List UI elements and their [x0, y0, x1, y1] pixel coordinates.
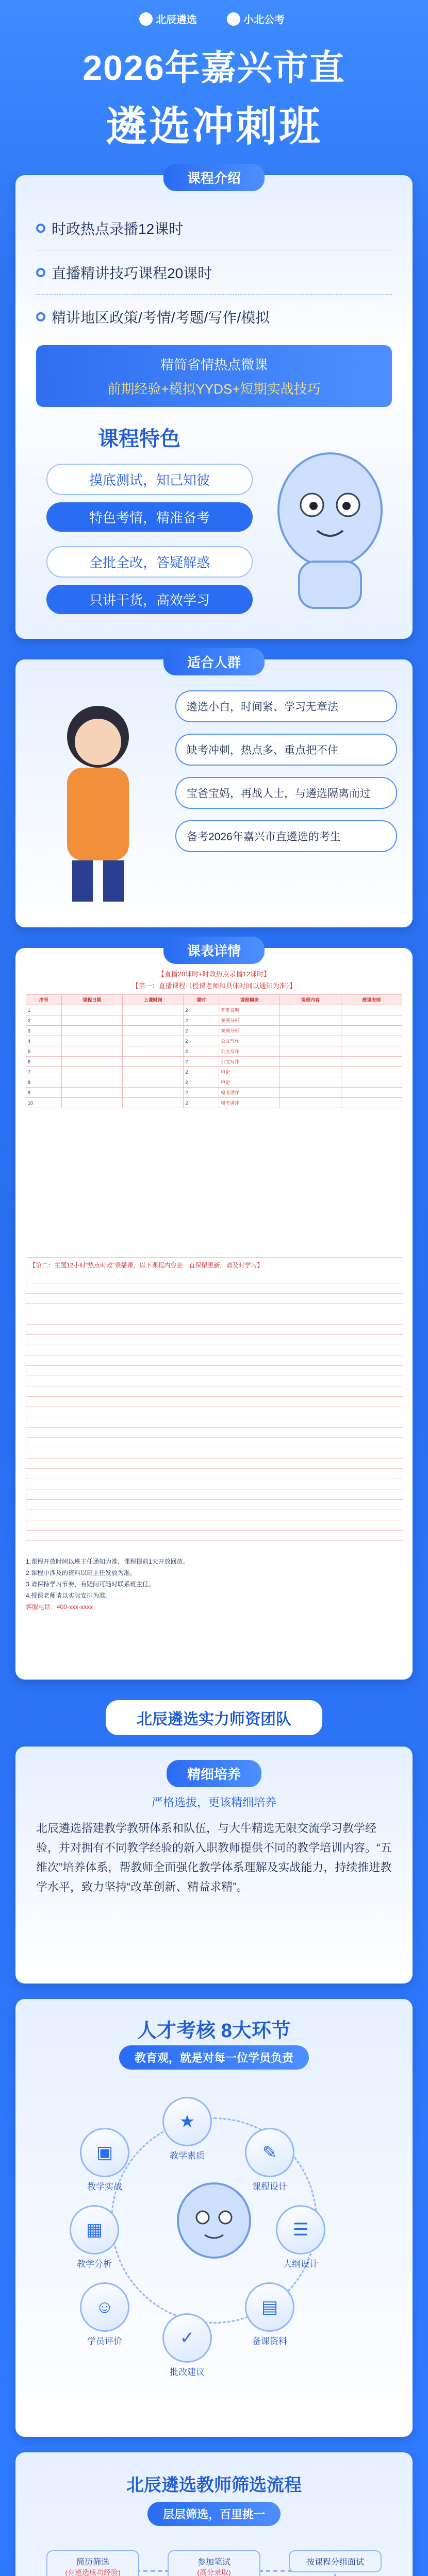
table-cell: 2 [184, 1067, 219, 1077]
table-cell [61, 1046, 122, 1057]
training-title-wrap [15, 1760, 413, 1787]
bullet-icon [36, 224, 45, 233]
table-cell [280, 1098, 341, 1108]
schedule-body [26, 1005, 402, 1108]
bullet-icon [36, 312, 45, 321]
features-heading: 课程特色 [98, 428, 180, 450]
table-cell: 2 [184, 1088, 219, 1098]
banner-line-1: 精简省情热点微课 [160, 357, 268, 372]
table-cell [123, 1077, 184, 1088]
table-cell [123, 1057, 184, 1067]
audience-item: 宝爸宝妈，再战人士，与遴选隔离而过 [175, 777, 397, 809]
training-card [15, 1747, 413, 1984]
flow-step-label: 按课程分组面试 [306, 2558, 364, 2567]
banner-line-2: 前期经验+模拟YYDS+短期实战技巧 [107, 381, 321, 397]
table-cell: 2 [26, 1015, 62, 1026]
audience-list [175, 690, 397, 852]
table-cell [61, 1098, 122, 1108]
table-cell: 模考讲评 [219, 1098, 280, 1108]
table-cell: 2 [184, 1098, 219, 1108]
table-cell: 2 [184, 1057, 219, 1067]
table-cell [123, 1005, 184, 1015]
flow-step [46, 2550, 139, 2576]
flow-sub-wrap [15, 2502, 413, 2526]
note-line: 1.课程开放时间以班主任通知为准，课程提前1天开放回放。 [26, 1558, 189, 1565]
table-cell [61, 1026, 122, 1036]
table-cell: 申论 [219, 1077, 280, 1088]
col-header: 上课时间 [123, 995, 184, 1005]
teachers-heading-wrap [0, 1700, 428, 1735]
feature-group-2 [46, 546, 253, 614]
training-title: 精细培养 [167, 1760, 261, 1787]
course-intro-item [36, 206, 392, 250]
table-cell: 1 [26, 1005, 62, 1015]
file-icon: ▤ [261, 2297, 278, 2317]
pen-icon: ✎ [262, 2143, 277, 2162]
chart-icon: ▦ [86, 2220, 103, 2240]
features-block [36, 422, 392, 629]
outline-icon: ☰ [292, 2220, 309, 2240]
ability-label: 备课资料 [252, 2336, 287, 2346]
schedule-subtitle [26, 969, 402, 990]
col-header: 课程模块 [219, 995, 280, 1005]
table-cell [123, 1026, 184, 1036]
col-header: 序号 [26, 995, 62, 1005]
table-cell [280, 1067, 341, 1077]
brand-logo-left [139, 11, 197, 26]
table-cell: 2 [184, 1046, 219, 1057]
table-cell [61, 1057, 122, 1067]
title-line-1: 2026年嘉兴市直 [83, 48, 345, 88]
table-row [26, 1088, 402, 1098]
table-cell [341, 1026, 402, 1036]
table-cell: 公文写作 [219, 1057, 280, 1067]
table-row [26, 1057, 402, 1067]
table-cell: 申论 [219, 1067, 280, 1077]
col-header: 授课老师 [341, 995, 402, 1005]
page-title [0, 40, 428, 152]
table-cell [123, 1046, 184, 1057]
table-cell: 3 [26, 1026, 62, 1036]
ability-label: 大纲设计 [283, 2259, 318, 2269]
table-cell [280, 1036, 341, 1046]
schedule-note-heading: 【第二：主题12小时“热点时政”录播课，以下课程内容会一直保留更新，请及时学习】 [29, 1262, 264, 1269]
table-cell [61, 1088, 122, 1098]
audience-item: 缺考冲刺，热点多、重点把不住 [175, 734, 397, 766]
audience-item: 遴选小白，时间紧、学习无章法 [175, 690, 397, 722]
board-icon: ▣ [96, 2143, 113, 2162]
feature-group-1 [46, 464, 253, 532]
abilities-card [15, 1999, 413, 2437]
table-cell [61, 1005, 122, 1015]
course-intro-card [15, 171, 413, 639]
table-cell: 公文写作 [219, 1036, 280, 1046]
table-cell [61, 1077, 122, 1088]
course-intro-item [36, 295, 392, 339]
schedule-table-wrap [26, 994, 402, 1108]
course-intro-item [36, 250, 392, 295]
table-cell: 开班说明 [219, 1005, 280, 1015]
table-cell: 2 [184, 1036, 219, 1046]
table-cell [280, 1088, 341, 1098]
table-cell [123, 1015, 184, 1026]
feature-2-bottom: 只讲干货，高效学习 [46, 585, 253, 614]
table-cell: 案例分析 [219, 1026, 280, 1036]
ability-node [162, 2313, 212, 2363]
table-cell: 7 [26, 1067, 62, 1077]
table-cell [280, 1046, 341, 1057]
col-header: 课程内容 [280, 995, 341, 1005]
flow-step-sub: (有遴选成功经验) [65, 2568, 121, 2576]
table-cell [341, 1098, 402, 1108]
teachers-heading: 北辰遴选实力师资团队 [106, 1700, 322, 1735]
bullet-icon [36, 268, 45, 277]
flow-step [289, 2550, 382, 2572]
ability-node [70, 2205, 119, 2255]
table-cell [341, 1005, 402, 1015]
table-cell [341, 1067, 402, 1077]
ability-node [245, 2128, 294, 2177]
brand-right-text: 小北公考 [243, 14, 285, 26]
table-cell: 2 [184, 1015, 219, 1026]
ability-label: 批改建议 [170, 2367, 205, 2377]
table-cell [123, 1088, 184, 1098]
col-header: 课时 [184, 995, 219, 1005]
schedule-card [15, 943, 413, 1680]
flow-step-label: 简历筛选 [76, 2558, 109, 2567]
mascot-icon [268, 438, 392, 613]
training-sub: 严格选拔，更该精细培养 [151, 1796, 276, 1809]
table-cell [280, 1026, 341, 1036]
note-grid [26, 1273, 403, 1546]
note-line: 3.请保持学习节奏，有疑问可随时联系班主任。 [26, 1581, 155, 1588]
table-cell: 公文写作 [219, 1046, 280, 1057]
table-cell [123, 1098, 184, 1108]
table-cell: 5 [26, 1046, 62, 1057]
table-cell [341, 1046, 402, 1057]
course-intro-heading: 课程介绍 [163, 164, 265, 191]
logo-icon-2 [227, 12, 240, 26]
col-header: 课程日期 [61, 995, 122, 1005]
ability-label: 课程设计 [252, 2182, 287, 2192]
table-cell [123, 1036, 184, 1046]
table-row [26, 1015, 402, 1026]
book-icon: ★ [179, 2112, 195, 2131]
audience-heading-wrap [15, 648, 413, 675]
course-intro-item-text: 直播精讲技巧课程20课时 [52, 265, 212, 281]
table-row [26, 1077, 402, 1088]
flow-title: 北辰遴选教师筛选流程 [126, 2476, 302, 2495]
contact-line: 客服电话：400-xxx-xxxx [26, 1603, 93, 1611]
ability-node [80, 2282, 129, 2332]
table-row [26, 1046, 402, 1057]
table-cell: 2 [184, 1026, 219, 1036]
ability-label: 教学实战 [87, 2182, 122, 2192]
flow-sub: 层层筛选，百里挑一 [147, 2502, 281, 2526]
brand-left-text: 北辰遴选 [156, 14, 197, 26]
table-cell: 模考讲评 [219, 1088, 280, 1098]
table-cell [341, 1036, 402, 1046]
ability-node [245, 2282, 294, 2332]
schedule-note-block [26, 1257, 402, 1546]
table-cell [61, 1036, 122, 1046]
schedule-table [26, 994, 402, 1108]
feature-2-top: 全批全改，答疑解惑 [46, 546, 253, 578]
table-cell [280, 1077, 341, 1088]
table-cell: 8 [26, 1077, 62, 1088]
ability-node [276, 2205, 325, 2255]
course-intro-heading-wrap [15, 164, 413, 191]
header [0, 0, 428, 170]
table-cell [61, 1067, 122, 1077]
table-row [26, 1026, 402, 1036]
table-cell: 案例分析 [219, 1015, 280, 1026]
check-icon: ✓ [179, 2328, 195, 2348]
table-row [26, 1067, 402, 1077]
table-row [26, 1098, 402, 1108]
teacher-illustration-icon [31, 690, 165, 907]
abilities-ring [77, 2097, 333, 2416]
feature-1-top: 摸底测试，知己知彼 [46, 464, 253, 495]
feature-1-bottom: 特色考情，精准备考 [46, 502, 253, 532]
flow-step [168, 2550, 260, 2576]
schedule-notes [26, 1556, 402, 1613]
table-cell: 10 [26, 1098, 62, 1108]
ability-label: 学员评价 [87, 2336, 122, 2346]
table-cell: 9 [26, 1088, 62, 1098]
table-row [26, 1036, 402, 1046]
table-cell [61, 1015, 122, 1026]
abilities-title: 人才考核 8大环节 [137, 2020, 291, 2042]
table-cell [123, 1067, 184, 1077]
flow-card [15, 2452, 413, 2576]
course-intro-item-text: 时政热点录播12课时 [52, 221, 184, 237]
table-cell [341, 1088, 402, 1098]
audience-item: 备考2026年嘉兴市直遴选的考生 [175, 820, 397, 852]
ability-node [80, 2128, 129, 2177]
course-intro-list [36, 206, 392, 339]
ability-label: 教学素质 [170, 2151, 205, 2161]
table-cell: 2 [184, 1077, 219, 1088]
table-cell: 2 [184, 1005, 219, 1015]
schedule-subtitle-1: 【直播20课时+时政热点录播12课时】 [157, 970, 271, 978]
flow-step-sub: (高分录取) [197, 2568, 231, 2576]
table-cell: 4 [26, 1036, 62, 1046]
table-cell [280, 1005, 341, 1015]
schedule-heading-wrap [15, 937, 413, 964]
course-intro-item-text: 精讲地区政策/考情/考题/写作/模拟 [52, 310, 270, 326]
title-line-2: 遴选冲刺班 [106, 104, 322, 149]
table-cell [280, 1015, 341, 1026]
course-intro-banner [36, 345, 392, 407]
note-line: 4.授课老师请以实际安排为准。 [26, 1592, 112, 1599]
table-cell [341, 1077, 402, 1088]
logo-icon [139, 12, 153, 26]
table-cell [341, 1057, 402, 1067]
schedule-heading: 课表详情 [163, 937, 265, 964]
user-icon: ☺ [95, 2297, 114, 2317]
ability-label: 教学分析 [77, 2259, 112, 2269]
abilities-sub-wrap [15, 2045, 413, 2070]
audience-card [15, 655, 413, 927]
schedule-subtitle-2: 【第一：直播课程（授课老师和具体时间以通知为准）】 [131, 982, 297, 990]
flow-step-label: 参加笔试 [197, 2558, 231, 2567]
note-line: 2.课程中涉及的资料以班主任发放为准。 [26, 1569, 137, 1577]
brand-logo-right [227, 11, 285, 26]
training-text: 北辰遴选搭建教学教研体系和队伍，与大牛精选无限交流学习教学经验，并对拥有不同教学经验的新入职教师提供不同的教学培训内容。“五维次”培养体系，帮教师全面强化教学体系理解及实战能力，持续推进教学水平，致力坚持“改革创新、精益求精”。 [36, 1822, 392, 1893]
table-cell: 6 [26, 1057, 62, 1067]
table-row [26, 1005, 402, 1015]
ability-node [162, 2097, 212, 2146]
audience-heading: 适合人群 [163, 648, 265, 675]
table-cell [280, 1057, 341, 1067]
abilities-sub: 教育观，就是对每一位学员负责 [119, 2045, 309, 2070]
table-cell [341, 1015, 402, 1026]
